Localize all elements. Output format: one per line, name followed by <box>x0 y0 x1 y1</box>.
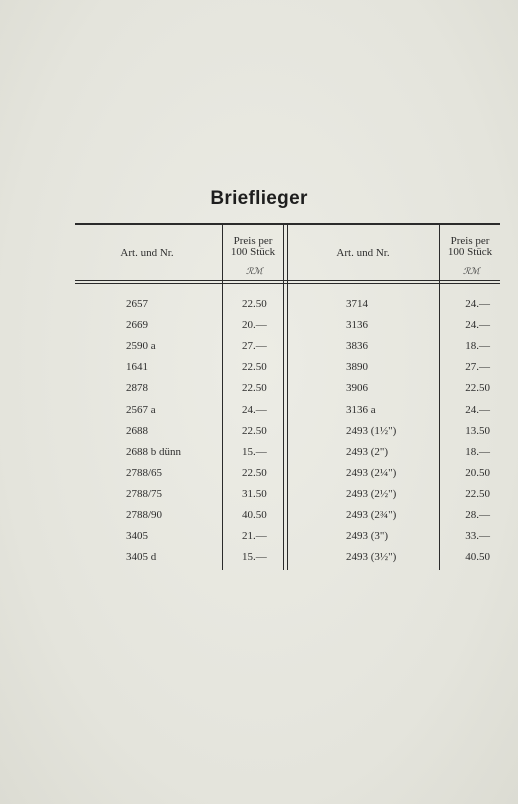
left-price-cell: 22.50 <box>242 425 267 437</box>
left-art-cell: 3405 <box>126 530 148 542</box>
right-art-cell: 3906 <box>346 382 368 394</box>
left-art-cell: 2788/65 <box>126 467 163 479</box>
right-price-cell: 28.— <box>465 509 490 521</box>
right-price-cell: 18.— <box>465 446 490 458</box>
currency-symbol-right: ℛℳ <box>463 266 480 276</box>
left-art-cell: 2688 <box>126 425 148 437</box>
right-art-cell: 2493 (2¼") <box>346 467 397 479</box>
right-price-cell: 20.50 <box>465 467 490 479</box>
right-price-cell: 18.— <box>465 340 490 352</box>
right-price-cell: 27.— <box>465 361 490 373</box>
left-price-cell: 31.50 <box>242 488 267 500</box>
right-price-cell: 22.50 <box>465 488 490 500</box>
left-art-cell: 2567 a <box>126 404 156 416</box>
right-art-cell: 3136 a <box>346 404 376 416</box>
header-preis-left-1: Preis per <box>233 235 273 247</box>
right-art-cell: 3836 <box>346 340 368 352</box>
right-art-cell: 2493 (1½") <box>346 425 397 437</box>
left-price-cell: 22.50 <box>242 298 267 310</box>
left-price-cell: 22.50 <box>242 361 267 373</box>
right-art-cell: 3136 <box>346 319 368 331</box>
right-price-cell: 24.— <box>465 404 490 416</box>
right-art-cell: 2493 (3") <box>346 530 389 542</box>
left-art-cell: 3405 d <box>126 551 157 563</box>
right-price-cell: 24.— <box>465 298 490 310</box>
column-divider-2 <box>287 224 288 570</box>
right-price-cell: 22.50 <box>465 382 490 394</box>
left-price-cell: 27.— <box>242 340 267 352</box>
right-art-cell: 3890 <box>346 361 368 373</box>
left-price-cell: 22.50 <box>242 382 267 394</box>
header-preis-left-2: 100 Stück <box>230 246 276 258</box>
right-art-cell: 2493 (2") <box>346 446 389 458</box>
page-title: Brieflieger <box>210 188 308 209</box>
right-price-cell: 24.— <box>465 319 490 331</box>
left-price-cell: 15.— <box>242 446 267 458</box>
header-preis-right-2: 100 Stück <box>447 246 493 258</box>
column-rule-right-price <box>439 224 440 570</box>
left-art-cell: 2688 b dünn <box>126 446 181 458</box>
left-art-cell: 2590 a <box>126 340 156 352</box>
left-price-cell: 15.— <box>242 551 267 563</box>
currency-symbol-left: ℛℳ <box>246 266 263 276</box>
right-price-cell: 40.50 <box>465 551 490 563</box>
column-rule-left-price <box>222 224 223 570</box>
column-divider-1 <box>283 224 284 570</box>
right-art-cell: 2493 (2¾") <box>346 509 397 521</box>
right-art-cell: 2493 (3½") <box>346 551 397 563</box>
left-price-cell: 24.— <box>242 404 267 416</box>
header-preis-right-1: Preis per <box>450 235 490 247</box>
right-art-cell: 3714 <box>346 298 368 310</box>
header-art-right: Art. und Nr. <box>336 247 390 259</box>
left-price-cell: 21.— <box>242 530 267 542</box>
left-art-cell: 2878 <box>126 382 148 394</box>
right-price-cell: 13.50 <box>465 425 490 437</box>
right-art-cell: 2493 (2½") <box>346 488 397 500</box>
header-art-left: Art. und Nr. <box>120 247 174 259</box>
right-price-cell: 33.— <box>465 530 490 542</box>
left-price-cell: 40.50 <box>242 509 267 521</box>
left-art-cell: 1641 <box>126 361 148 373</box>
left-price-cell: 22.50 <box>242 467 267 479</box>
left-art-cell: 2657 <box>126 298 148 310</box>
left-price-cell: 20.— <box>242 319 267 331</box>
left-art-cell: 2669 <box>126 319 148 331</box>
left-art-cell: 2788/90 <box>126 509 163 521</box>
left-art-cell: 2788/75 <box>126 488 163 500</box>
